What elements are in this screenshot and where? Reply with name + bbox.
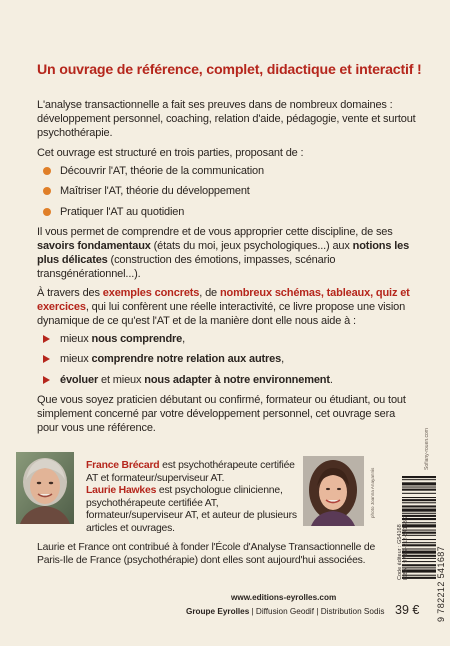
- list-item: mieux nous comprendre,: [37, 332, 417, 346]
- author-bio-france: France Brécard est psychothérapeute certifiée AT et formateur/superviseur AT.: [86, 460, 295, 484]
- price: 39 €: [395, 603, 420, 617]
- structure-lead: Cet ouvrage est structuré en trois parties, proposant de :: [37, 147, 304, 160]
- publisher-line: Groupe Eyrolles | Diffusion Geodif | Distribution Sodis: [186, 607, 385, 616]
- paragraph-savoirs: Il vous permet de comprendre et de vous approprier cette discipline, de ses savoirs fondamentaux (états du moi, jeux psychologiques...) aux notions les plus délicates (construction des émotions, impasses, scénario transgénérationnel...).: [37, 225, 410, 280]
- closing-paragraph: Que vous soyez praticien débutant ou confirmé, formateur ou étudiant, ou tout simplement concerné par votre développement personnel, cet ouvrage sera pour vous une référence.: [37, 393, 406, 434]
- publisher-website: www.editions-eyrolles.com: [231, 593, 337, 602]
- author-photo-france: [16, 452, 74, 524]
- bullet-dot-icon: [43, 208, 51, 216]
- photo-credit: photo Joanna Anayannis: [370, 467, 375, 518]
- list-item: Découvrir l'AT, théorie de la communication: [37, 164, 417, 178]
- barcode-digits: 9 782212 541687: [436, 545, 446, 622]
- founders-paragraph: Laurie et France ont contribué à fonder l'École d'Analyse Transactionnelle de Paris-Ile de France (psychothérapie) dont elles sont aujourd'hui associées.: [37, 542, 376, 566]
- author-photo-laurie: [303, 456, 364, 526]
- bullet-dot-icon: [43, 187, 51, 195]
- barcode-labels: [397, 515, 410, 580]
- publisher-code: Code éditeur : G54168: [397, 524, 403, 580]
- authors-bio: [86, 460, 300, 535]
- list-item: évoluer et mieux nous adapter à notre environnement.: [37, 373, 417, 387]
- intro-paragraph: L'analyse transactionnelle a fait ses preuves dans de nombreux domaines : développement personnel, coaching, relation d'aide, pédagogie, vente et surtout psychothérapie.: [37, 99, 416, 140]
- designer-credit: Sofiany-rouen.com: [424, 428, 430, 470]
- list-item: Maîtriser l'AT, théorie du développement: [37, 184, 417, 198]
- list-item: Pratiquer l'AT au quotidien: [37, 205, 417, 219]
- bullet-triangle-icon: [43, 335, 50, 343]
- bullet-triangle-icon: [43, 355, 50, 363]
- bullet-dot-icon: [43, 167, 51, 175]
- paragraph-exemples: À travers des exemples concrets, de nombreux schémas, tableaux, quiz et exercices, qui lui confèrent une réelle interactivité, ce livre propose une vision dynamique de ce qu'est l'AT et de la manière dont elle nous aide à :: [37, 287, 410, 328]
- author-bio-laurie: Laurie Hawkes est psychologue clinicienne, psychothérapeute certifiée AT, formateur/superviseur AT, et auteur de plusieurs articles et ouvrages.: [86, 485, 297, 534]
- isbn: ISBN : 978-2-212-54168-7: [403, 515, 410, 580]
- headline: Un ouvrage de référence, complet, didactique et interactif !: [37, 62, 422, 78]
- parts-list: [37, 164, 417, 218]
- bullet-triangle-icon: [43, 376, 50, 384]
- aims-list: [37, 332, 417, 386]
- list-item: mieux comprendre notre relation aux autres,: [37, 352, 417, 366]
- main-text: [37, 98, 417, 440]
